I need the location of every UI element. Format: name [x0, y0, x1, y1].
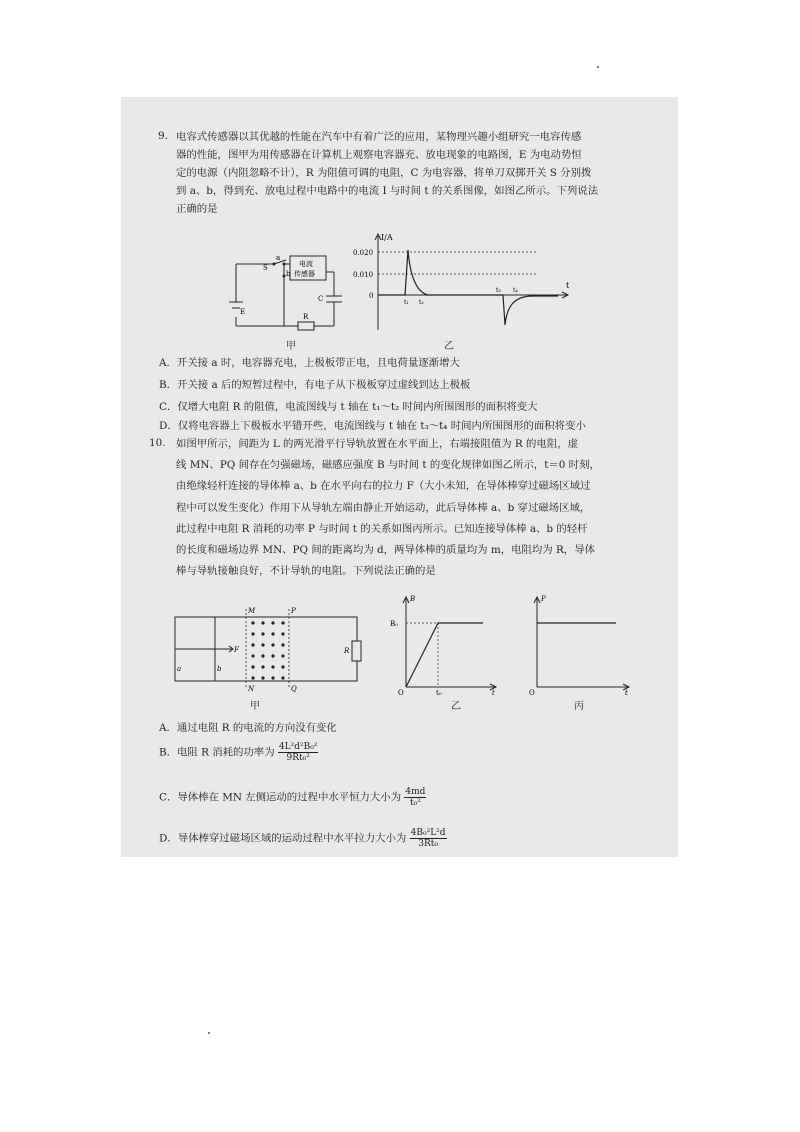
q10-option-d-text: D．导体棒穿过磁场区域的运动过程中水平拉力大小为	[159, 832, 407, 845]
q9-option-b: B．开关接 a 后的短暂过程中，有电子从下极板穿过虚线到达上极板	[159, 379, 471, 391]
q10-option-b-text: B．电阻 R 消耗的功率为	[159, 746, 275, 759]
q10-option-b-numerator: 4L²d²B₀²	[278, 742, 318, 752]
t0-label: t₀	[436, 689, 442, 696]
field-dot	[251, 632, 254, 635]
field-dot	[251, 654, 254, 657]
field-dot	[271, 665, 274, 668]
field-dot	[281, 665, 284, 668]
q10-option-b	[159, 742, 318, 763]
label-b: b	[217, 665, 222, 673]
field-dot	[271, 654, 274, 657]
origin-label: O	[398, 689, 404, 696]
y-tick-0010: 0.010	[353, 271, 374, 279]
t-label-t3: t₃	[496, 287, 501, 294]
q9-line-3: 定的电源（内阻忽略不计），R 为阻值可调的电阻，C 为电容器，将单刀双掷开关 S 分别拨	[176, 167, 592, 179]
q10-line-7: 棒与导轨接触良好，不计导轨的电阻。下列说法正确的是	[176, 565, 436, 577]
q9-current-time-graph	[353, 230, 578, 340]
q10-b-t-graph	[386, 591, 501, 696]
q10-caption-jia: 甲	[250, 701, 260, 712]
y-tick-0020: 0.020	[353, 249, 374, 257]
field-dot	[261, 632, 264, 635]
q10-caption-bing: 丙	[574, 701, 584, 712]
label-M: M	[248, 607, 256, 615]
field-dot	[251, 621, 254, 624]
field-dot	[261, 676, 264, 679]
field-dot	[261, 665, 264, 668]
field-dot	[251, 665, 254, 668]
circuit-label-a: a	[276, 254, 281, 262]
field-dot	[251, 643, 254, 646]
q9-line-2: 器的性能，图甲为用传感器在计算机上观察电容器充、放电现象的电路图，E 为电动势恒	[176, 149, 582, 161]
q9-option-d: D．仅将电容器上下极板水平错开些，电流图线与 t 轴在 t₃～t₄ 时间内所围图形的面积将变小	[159, 420, 586, 432]
q10-p-t-graph	[519, 591, 634, 696]
field-dot	[281, 632, 284, 635]
t-axis-label: t	[625, 689, 628, 696]
q10-option-d-denominator: 3Rt₀	[418, 839, 438, 849]
t-label-t1: t₁	[404, 299, 409, 306]
q9-option-a: A．开关接 a 时，电容器充电，上极板带正电，且电荷量逐渐增大	[159, 357, 460, 369]
q10-line-5: 此过程中电阻 R 消耗的功率 P 与时间 t 的关系如图丙所示。已知连接导体棒 a、b 的轻杆	[176, 523, 588, 535]
q10-option-a: A．通过电阻 R 的电流的方向没有变化	[159, 722, 337, 734]
field-dot	[261, 621, 264, 624]
t-label-t4: t₄	[513, 287, 518, 294]
field-dot	[281, 676, 284, 679]
magnetic-field-dots	[251, 621, 284, 679]
q10-line-6: 的长度和磁场边界 MN、PQ 间的距离均为 d，两导体棒的质量均为 m，电阻均为 R，导体	[176, 544, 595, 556]
q10-option-c-denominator: t₀²	[410, 798, 421, 808]
sensor-label-2: 传感器	[294, 270, 315, 278]
circuit-label-b: b	[286, 270, 291, 278]
q9-option-c: C．仅增大电阻 R 的阻值，电流图线与 t 轴在 t₁～t₂ 时间内所围图形的面积将变大	[159, 401, 538, 413]
y-tick-0: 0	[369, 292, 374, 300]
origin-label: O	[529, 689, 535, 696]
q9-circuit-diagram	[226, 252, 356, 337]
field-dot	[271, 632, 274, 635]
q10-option-c-fraction	[404, 787, 426, 808]
q9-caption-jia: 甲	[286, 341, 296, 352]
field-dot	[251, 676, 254, 679]
field-dot	[261, 643, 264, 646]
t-axis-label: t	[492, 689, 495, 696]
p-axis-label: P	[541, 595, 546, 603]
q9-line-5: 正确的是	[176, 203, 218, 215]
scanned-page	[121, 97, 678, 857]
q10-line-4: 程中可以发生变化）作用下从导轨左端由静止开始运动，此后导体棒 a、b 穿过磁场区域，	[176, 502, 591, 514]
y-axis-label: I/A	[381, 233, 393, 242]
q10-option-d-fraction	[410, 828, 447, 849]
circuit-label-R: R	[303, 313, 309, 321]
q10-option-c-text: C．导体棒在 MN 左侧运动的过程中水平恒力大小为	[159, 791, 402, 804]
circuit-label-E: E	[240, 308, 246, 316]
circuit-label-C: C	[318, 295, 324, 303]
q10-line-1: 如图甲所示，间距为 L 的两光滑平行导轨放置在水平面上，右端接阻值为 R 的电阻，虚	[176, 438, 578, 450]
q10-option-c	[159, 787, 426, 808]
q10-line-3: 由绝缘轻杆连接的导体棒 a、b 在水平向右的拉力 F（大小未知，在导体棒穿过磁场区域过	[176, 480, 591, 492]
q10-option-b-denominator: 9Rt₀²	[286, 753, 310, 763]
b0-label: B₀	[390, 620, 398, 628]
q10-number: 10.	[149, 437, 166, 449]
q9-line-4: 到 a、b，得到充、放电过程中电路中的电流 I 与时间 t 的关系图像，如图乙所示。下列说法	[176, 185, 599, 197]
field-dot	[271, 621, 274, 624]
field-dot	[281, 621, 284, 624]
field-dot	[271, 676, 274, 679]
label-a: a	[177, 665, 182, 673]
q10-caption-yi: 乙	[451, 701, 461, 712]
field-dot	[281, 654, 284, 657]
q10-rail-diagram	[171, 605, 366, 695]
q10-line-2: 线 MN、PQ 间存在匀强磁场，磁感应强度 B 与时间 t 的变化规律如图乙所示，t＝0 时刻，	[176, 459, 600, 471]
speck-dot	[208, 1032, 210, 1034]
sensor-label-1: 电流	[299, 260, 313, 268]
label-F: F	[234, 646, 239, 654]
field-dot	[271, 643, 274, 646]
q10-option-d	[159, 828, 447, 849]
label-N: N	[248, 685, 255, 693]
b-axis-label: B	[410, 595, 416, 603]
q9-line-1: 电容式传感器以其优越的性能在汽车中有着广泛的应用，某物理兴趣小组研究一电容传感	[176, 131, 582, 143]
label-R: R	[344, 647, 350, 655]
label-Q: Q	[291, 685, 297, 693]
label-P: P	[291, 607, 296, 615]
field-dot	[281, 643, 284, 646]
x-axis-label: t	[566, 281, 570, 290]
speck-dot	[597, 66, 599, 68]
circuit-label-S: S	[263, 264, 268, 272]
t-label-t2: t₂	[419, 299, 424, 306]
q9-caption-yi: 乙	[444, 341, 454, 352]
q10-option-c-numerator: 4md	[405, 787, 426, 797]
q10-option-b-fraction	[278, 742, 319, 763]
q9-number: 9.	[158, 130, 168, 142]
field-dot	[261, 654, 264, 657]
q10-option-d-numerator: 4B₀²L²d	[410, 828, 446, 838]
